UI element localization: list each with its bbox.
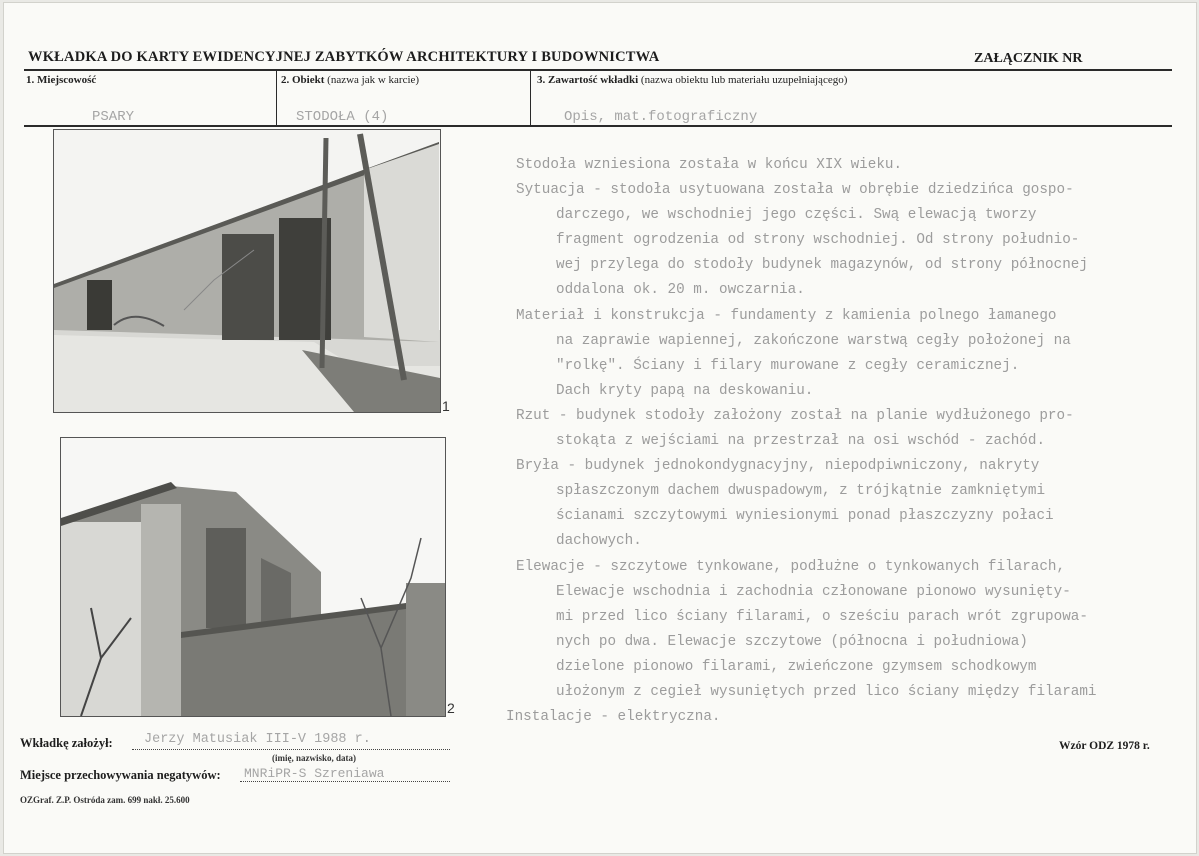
- locality-label: 1. Miejscowość: [26, 74, 97, 86]
- description-text: [506, 153, 1186, 730]
- description-line: wej przylega do stodoły budynek magazynów, od strony północnej: [556, 257, 1088, 274]
- author-dotted-line: [132, 749, 450, 750]
- description-line: stokąta z wejściami na przestrzał na osi wschód - zachód.: [556, 433, 1046, 450]
- author-label: Wkładkę założył:: [20, 736, 113, 750]
- object-label: 2. Obiekt (nazwa jak w karcie): [281, 74, 420, 86]
- locality-value: PSARY: [92, 109, 135, 125]
- storage-dotted-line: [240, 781, 450, 782]
- photo-1-number: 1: [442, 398, 450, 414]
- form-info: Wzór ODZ 1978 r.: [1059, 740, 1150, 752]
- description-line: fragment ogrodzenia od strony wschodniej. Od strony południo-: [556, 232, 1080, 249]
- header-rule: [24, 69, 1172, 71]
- description-line: dzielone pionowo filarami, zwieńczone gzymsem schodkowym: [556, 658, 1037, 675]
- photo-2-barn-gable: [60, 437, 446, 717]
- attachment-number-label: ZAŁĄCZNIK NR: [974, 51, 1083, 66]
- content-value: Opis, mat.fotograficzny: [564, 109, 758, 125]
- author-value: Jerzy Matusiak III-V 1988 r.: [144, 732, 371, 747]
- photo-2-number: 2: [447, 700, 455, 716]
- content-label: 3. Zawartość wkładki (nazwa obiektu lub materiału uzupełniającego): [537, 74, 848, 86]
- description-line: ścianami szczytowymi wyniesionymi ponad płaszczyzny połaci: [556, 508, 1054, 525]
- description-line: Bryła - budynek jednokondygnacyjny, niepodpiwniczony, nakryty: [516, 458, 1040, 475]
- object-label-note: (nazwa jak w karcie): [327, 74, 420, 86]
- record-card: [4, 3, 1196, 853]
- description-line: Stodoła wzniesiona została w końcu XIX wieku.: [516, 157, 903, 173]
- description-line: Rzut - budynek stodoły założony został na planie wydłużonego pro-: [516, 407, 1074, 424]
- card-title: WKŁADKA DO KARTY EWIDENCYJNEJ ZABYTKÓW ARCHITEKTURY I BUDOWNICTWA: [28, 49, 660, 65]
- description-line: Elewacje wschodnia i zachodnia członowane pionowo wysunięty-: [556, 583, 1071, 600]
- author-sub-label: (imię, nazwisko, data): [272, 753, 356, 763]
- field-divider-1: [276, 71, 277, 125]
- description-line: oddalona ok. 20 m. owczarnia.: [556, 282, 805, 299]
- description-line: nych po dwa. Elewacje szczytowe (północna i południowa): [556, 633, 1028, 650]
- storage-label: Miejsce przechowywania negatywów:: [20, 768, 221, 782]
- description-line: na zaprawie wapiennej, zakończone warstwą cegły położonej na: [556, 332, 1071, 349]
- field-divider-2: [530, 71, 531, 125]
- content-label-note: (nazwa obiektu lub materiału uzupełniającego): [640, 74, 848, 86]
- description-line: spłaszczonym dachem dwuspadowym, z trójkątnie zamkniętymi: [556, 483, 1046, 500]
- description-line: "rolkę". Ściany i filary murowane z cegły ceramicznej.: [556, 357, 1020, 374]
- description-line: Materiał i konstrukcja - fundamenty z kamienia polnego łamanego: [516, 307, 1057, 324]
- description-line: Elewacje - szczytowe tynkowane, podłużne o tynkowanych filarach,: [516, 558, 1066, 575]
- photo-1-barn-long-elevation: [53, 129, 441, 413]
- object-value: STODOŁA (4): [296, 109, 389, 125]
- description-line: Sytuacja - stodoła usytuowana została w obrębie dziedzińca gospo-: [516, 182, 1074, 199]
- fields-rule: [24, 125, 1172, 127]
- description-line: dachowych.: [556, 533, 642, 550]
- description-line: ułożonym z cegieł wysuniętych przed lico ściany między filarami: [556, 683, 1097, 700]
- storage-value: MNRiPR-S Szreniawa: [244, 766, 385, 781]
- description-line: darczego, we wschodniej jego części. Swą elewacją tworzy: [556, 207, 1037, 224]
- description-line: Dach kryty papą na deskowaniu.: [556, 382, 814, 399]
- description-line: mi przed lico ściany filarami, o sześciu parach wrót zgrupowa-: [556, 608, 1088, 625]
- print-info: OZGraf. Z.P. Ostróda zam. 699 nakł. 25.600: [20, 795, 190, 805]
- description-line: Instalacje - elektryczna.: [506, 709, 721, 726]
